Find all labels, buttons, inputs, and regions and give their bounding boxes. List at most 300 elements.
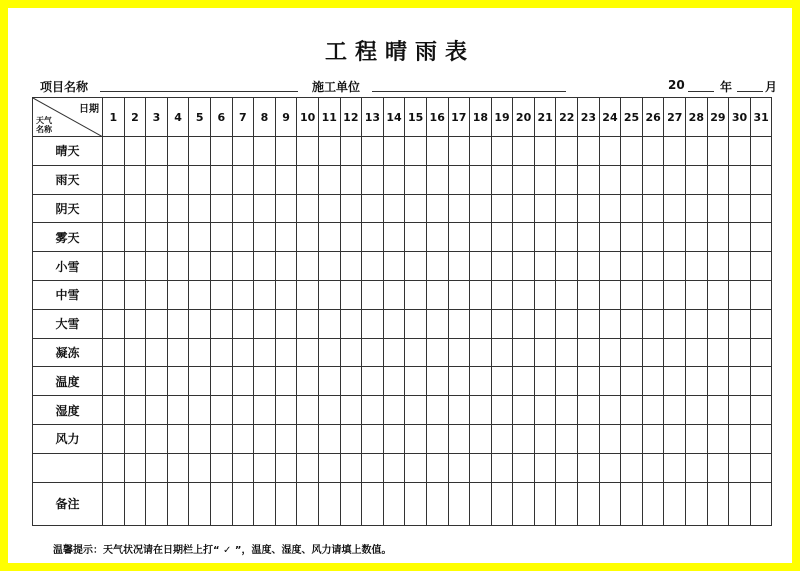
entry-cell[interactable] [254, 252, 276, 281]
entry-cell[interactable] [362, 194, 384, 223]
entry-cell[interactable] [362, 482, 384, 525]
entry-cell[interactable] [146, 194, 168, 223]
entry-cell[interactable] [470, 165, 492, 194]
entry-cell[interactable] [146, 482, 168, 525]
entry-cell[interactable] [491, 367, 513, 396]
entry-cell[interactable] [534, 309, 556, 338]
year-blank[interactable] [688, 91, 714, 92]
entry-cell[interactable] [232, 367, 254, 396]
entry-cell[interactable] [448, 396, 470, 425]
entry-cell[interactable] [448, 194, 470, 223]
entry-cell[interactable] [318, 165, 340, 194]
entry-cell[interactable] [103, 280, 125, 309]
entry-cell[interactable] [491, 482, 513, 525]
entry-cell[interactable] [750, 396, 772, 425]
entry-cell[interactable] [146, 367, 168, 396]
entry-cell[interactable] [686, 453, 708, 482]
entry-cell[interactable] [470, 424, 492, 453]
entry-cell[interactable] [362, 453, 384, 482]
entry-cell[interactable] [297, 280, 319, 309]
entry-cell[interactable] [340, 280, 362, 309]
entry-cell[interactable] [426, 309, 448, 338]
entry-cell[interactable] [189, 252, 211, 281]
entry-cell[interactable] [210, 424, 232, 453]
entry-cell[interactable] [448, 137, 470, 166]
entry-cell[interactable] [707, 367, 729, 396]
entry-cell[interactable] [448, 280, 470, 309]
entry-cell[interactable] [189, 424, 211, 453]
entry-cell[interactable] [167, 165, 189, 194]
entry-cell[interactable] [578, 165, 600, 194]
entry-cell[interactable] [513, 396, 535, 425]
entry-cell[interactable] [405, 424, 427, 453]
entry-cell[interactable] [534, 338, 556, 367]
entry-cell[interactable] [318, 453, 340, 482]
entry-cell[interactable] [318, 309, 340, 338]
entry-cell[interactable] [642, 280, 664, 309]
entry-cell[interactable] [167, 194, 189, 223]
entry-cell[interactable] [167, 252, 189, 281]
entry-cell[interactable] [729, 424, 751, 453]
entry-cell[interactable] [254, 338, 276, 367]
entry-cell[interactable] [232, 165, 254, 194]
entry-cell[interactable] [513, 194, 535, 223]
entry-cell[interactable] [426, 137, 448, 166]
entry-cell[interactable] [448, 453, 470, 482]
entry-cell[interactable] [383, 252, 405, 281]
entry-cell[interactable] [448, 309, 470, 338]
entry-cell[interactable] [448, 338, 470, 367]
entry-cell[interactable] [750, 309, 772, 338]
entry-cell[interactable] [448, 252, 470, 281]
entry-cell[interactable] [491, 338, 513, 367]
entry-cell[interactable] [556, 137, 578, 166]
entry-cell[interactable] [124, 137, 146, 166]
entry-cell[interactable] [275, 338, 297, 367]
entry-cell[interactable] [189, 367, 211, 396]
entry-cell[interactable] [254, 309, 276, 338]
entry-cell[interactable] [426, 252, 448, 281]
entry-cell[interactable] [686, 309, 708, 338]
entry-cell[interactable] [491, 252, 513, 281]
entry-cell[interactable] [146, 424, 168, 453]
entry-cell[interactable] [513, 482, 535, 525]
entry-cell[interactable] [362, 424, 384, 453]
entry-cell[interactable] [642, 165, 664, 194]
entry-cell[interactable] [599, 137, 621, 166]
entry-cell[interactable] [124, 309, 146, 338]
entry-cell[interactable] [686, 165, 708, 194]
entry-cell[interactable] [578, 424, 600, 453]
entry-cell[interactable] [189, 396, 211, 425]
entry-cell[interactable] [103, 309, 125, 338]
entry-cell[interactable] [686, 280, 708, 309]
entry-cell[interactable] [297, 223, 319, 252]
entry-cell[interactable] [318, 338, 340, 367]
entry-cell[interactable] [729, 252, 751, 281]
entry-cell[interactable] [318, 252, 340, 281]
entry-cell[interactable] [210, 453, 232, 482]
entry-cell[interactable] [297, 338, 319, 367]
entry-cell[interactable] [707, 165, 729, 194]
entry-cell[interactable] [664, 482, 686, 525]
entry-cell[interactable] [426, 396, 448, 425]
entry-cell[interactable] [124, 338, 146, 367]
entry-cell[interactable] [750, 424, 772, 453]
entry-cell[interactable] [470, 367, 492, 396]
entry-cell[interactable] [297, 453, 319, 482]
entry-cell[interactable] [405, 396, 427, 425]
entry-cell[interactable] [470, 453, 492, 482]
entry-cell[interactable] [275, 252, 297, 281]
entry-cell[interactable] [707, 280, 729, 309]
month-blank[interactable] [737, 91, 763, 92]
entry-cell[interactable] [556, 165, 578, 194]
entry-cell[interactable] [534, 482, 556, 525]
entry-cell[interactable] [383, 137, 405, 166]
entry-cell[interactable] [146, 396, 168, 425]
entry-cell[interactable] [405, 338, 427, 367]
entry-cell[interactable] [275, 309, 297, 338]
entry-cell[interactable] [210, 482, 232, 525]
entry-cell[interactable] [232, 194, 254, 223]
entry-cell[interactable] [491, 165, 513, 194]
entry-cell[interactable] [232, 338, 254, 367]
entry-cell[interactable] [750, 280, 772, 309]
entry-cell[interactable] [556, 424, 578, 453]
entry-cell[interactable] [426, 338, 448, 367]
entry-cell[interactable] [426, 194, 448, 223]
entry-cell[interactable] [340, 137, 362, 166]
entry-cell[interactable] [383, 223, 405, 252]
entry-cell[interactable] [146, 252, 168, 281]
entry-cell[interactable] [578, 367, 600, 396]
entry-cell[interactable] [340, 252, 362, 281]
entry-cell[interactable] [383, 280, 405, 309]
entry-cell[interactable] [210, 338, 232, 367]
entry-cell[interactable] [642, 309, 664, 338]
entry-cell[interactable] [621, 280, 643, 309]
entry-cell[interactable] [383, 482, 405, 525]
entry-cell[interactable] [254, 367, 276, 396]
entry-cell[interactable] [621, 482, 643, 525]
entry-cell[interactable] [470, 396, 492, 425]
entry-cell[interactable] [275, 453, 297, 482]
entry-cell[interactable] [729, 137, 751, 166]
entry-cell[interactable] [513, 137, 535, 166]
entry-cell[interactable] [750, 338, 772, 367]
entry-cell[interactable] [621, 424, 643, 453]
entry-cell[interactable] [599, 367, 621, 396]
entry-cell[interactable] [210, 252, 232, 281]
entry-cell[interactable] [578, 223, 600, 252]
entry-cell[interactable] [664, 424, 686, 453]
project-name-blank[interactable] [100, 91, 298, 92]
entry-cell[interactable] [275, 165, 297, 194]
entry-cell[interactable] [232, 453, 254, 482]
entry-cell[interactable] [664, 338, 686, 367]
entry-cell[interactable] [232, 252, 254, 281]
entry-cell[interactable] [642, 453, 664, 482]
entry-cell[interactable] [275, 223, 297, 252]
entry-cell[interactable] [254, 396, 276, 425]
entry-cell[interactable] [729, 396, 751, 425]
entry-cell[interactable] [448, 424, 470, 453]
entry-cell[interactable] [707, 309, 729, 338]
entry-cell[interactable] [362, 367, 384, 396]
entry-cell[interactable] [362, 165, 384, 194]
entry-cell[interactable] [167, 137, 189, 166]
entry-cell[interactable] [383, 309, 405, 338]
entry-cell[interactable] [664, 396, 686, 425]
entry-cell[interactable] [189, 309, 211, 338]
entry-cell[interactable] [383, 396, 405, 425]
entry-cell[interactable] [103, 252, 125, 281]
entry-cell[interactable] [599, 165, 621, 194]
entry-cell[interactable] [707, 338, 729, 367]
entry-cell[interactable] [318, 280, 340, 309]
entry-cell[interactable] [124, 396, 146, 425]
entry-cell[interactable] [707, 137, 729, 166]
entry-cell[interactable] [513, 453, 535, 482]
entry-cell[interactable] [210, 165, 232, 194]
entry-cell[interactable] [664, 280, 686, 309]
entry-cell[interactable] [103, 482, 125, 525]
entry-cell[interactable] [556, 338, 578, 367]
entry-cell[interactable] [189, 165, 211, 194]
entry-cell[interactable] [599, 482, 621, 525]
entry-cell[interactable] [297, 252, 319, 281]
entry-cell[interactable] [426, 165, 448, 194]
entry-cell[interactable] [124, 194, 146, 223]
entry-cell[interactable] [750, 453, 772, 482]
entry-cell[interactable] [707, 194, 729, 223]
entry-cell[interactable] [534, 280, 556, 309]
entry-cell[interactable] [599, 396, 621, 425]
entry-cell[interactable] [686, 396, 708, 425]
entry-cell[interactable] [534, 165, 556, 194]
entry-cell[interactable] [729, 280, 751, 309]
entry-cell[interactable] [167, 223, 189, 252]
entry-cell[interactable] [707, 252, 729, 281]
entry-cell[interactable] [297, 424, 319, 453]
entry-cell[interactable] [103, 424, 125, 453]
entry-cell[interactable] [297, 482, 319, 525]
entry-cell[interactable] [362, 396, 384, 425]
entry-cell[interactable] [578, 338, 600, 367]
entry-cell[interactable] [167, 453, 189, 482]
entry-cell[interactable] [621, 165, 643, 194]
entry-cell[interactable] [556, 280, 578, 309]
entry-cell[interactable] [362, 223, 384, 252]
entry-cell[interactable] [254, 482, 276, 525]
entry-cell[interactable] [405, 280, 427, 309]
entry-cell[interactable] [297, 165, 319, 194]
entry-cell[interactable] [232, 309, 254, 338]
entry-cell[interactable] [599, 252, 621, 281]
entry-cell[interactable] [210, 280, 232, 309]
entry-cell[interactable] [189, 280, 211, 309]
entry-cell[interactable] [707, 396, 729, 425]
entry-cell[interactable] [275, 194, 297, 223]
entry-cell[interactable] [383, 338, 405, 367]
entry-cell[interactable] [362, 280, 384, 309]
entry-cell[interactable] [405, 309, 427, 338]
entry-cell[interactable] [146, 223, 168, 252]
entry-cell[interactable] [405, 453, 427, 482]
entry-cell[interactable] [146, 309, 168, 338]
entry-cell[interactable] [750, 252, 772, 281]
entry-cell[interactable] [664, 309, 686, 338]
entry-cell[interactable] [146, 453, 168, 482]
entry-cell[interactable] [340, 396, 362, 425]
entry-cell[interactable] [448, 482, 470, 525]
entry-cell[interactable] [750, 367, 772, 396]
entry-cell[interactable] [513, 424, 535, 453]
entry-cell[interactable] [275, 137, 297, 166]
entry-cell[interactable] [254, 424, 276, 453]
entry-cell[interactable] [405, 367, 427, 396]
entry-cell[interactable] [426, 453, 448, 482]
entry-cell[interactable] [146, 338, 168, 367]
entry-cell[interactable] [686, 424, 708, 453]
entry-cell[interactable] [297, 194, 319, 223]
entry-cell[interactable] [491, 424, 513, 453]
entry-cell[interactable] [210, 223, 232, 252]
entry-cell[interactable] [621, 252, 643, 281]
entry-cell[interactable] [513, 309, 535, 338]
entry-cell[interactable] [340, 165, 362, 194]
entry-cell[interactable] [491, 280, 513, 309]
entry-cell[interactable] [103, 165, 125, 194]
entry-cell[interactable] [729, 367, 751, 396]
entry-cell[interactable] [642, 223, 664, 252]
entry-cell[interactable] [664, 453, 686, 482]
entry-cell[interactable] [599, 223, 621, 252]
entry-cell[interactable] [167, 482, 189, 525]
entry-cell[interactable] [318, 396, 340, 425]
entry-cell[interactable] [146, 137, 168, 166]
entry-cell[interactable] [340, 424, 362, 453]
entry-cell[interactable] [707, 223, 729, 252]
entry-cell[interactable] [534, 137, 556, 166]
entry-cell[interactable] [729, 338, 751, 367]
entry-cell[interactable] [729, 309, 751, 338]
entry-cell[interactable] [750, 194, 772, 223]
entry-cell[interactable] [189, 482, 211, 525]
entry-cell[interactable] [103, 338, 125, 367]
entry-cell[interactable] [534, 223, 556, 252]
entry-cell[interactable] [729, 165, 751, 194]
entry-cell[interactable] [254, 453, 276, 482]
entry-cell[interactable] [103, 396, 125, 425]
entry-cell[interactable] [513, 252, 535, 281]
entry-cell[interactable] [470, 280, 492, 309]
entry-cell[interactable] [103, 137, 125, 166]
entry-cell[interactable] [578, 252, 600, 281]
entry-cell[interactable] [232, 482, 254, 525]
entry-cell[interactable] [448, 223, 470, 252]
entry-cell[interactable] [426, 367, 448, 396]
entry-cell[interactable] [405, 223, 427, 252]
entry-cell[interactable] [491, 223, 513, 252]
entry-cell[interactable] [513, 223, 535, 252]
entry-cell[interactable] [470, 252, 492, 281]
entry-cell[interactable] [189, 137, 211, 166]
entry-cell[interactable] [405, 252, 427, 281]
entry-cell[interactable] [578, 309, 600, 338]
entry-cell[interactable] [470, 338, 492, 367]
entry-cell[interactable] [124, 453, 146, 482]
entry-cell[interactable] [210, 309, 232, 338]
entry-cell[interactable] [578, 194, 600, 223]
entry-cell[interactable] [275, 424, 297, 453]
entry-cell[interactable] [340, 338, 362, 367]
entry-cell[interactable] [642, 338, 664, 367]
entry-cell[interactable] [642, 482, 664, 525]
entry-cell[interactable] [362, 137, 384, 166]
entry-cell[interactable] [297, 396, 319, 425]
entry-cell[interactable] [275, 482, 297, 525]
entry-cell[interactable] [513, 280, 535, 309]
entry-cell[interactable] [254, 137, 276, 166]
entry-cell[interactable] [297, 367, 319, 396]
entry-cell[interactable] [578, 137, 600, 166]
entry-cell[interactable] [491, 194, 513, 223]
entry-cell[interactable] [556, 194, 578, 223]
entry-cell[interactable] [686, 194, 708, 223]
entry-cell[interactable] [189, 194, 211, 223]
entry-cell[interactable] [642, 367, 664, 396]
entry-cell[interactable] [297, 137, 319, 166]
entry-cell[interactable] [167, 396, 189, 425]
entry-cell[interactable] [686, 252, 708, 281]
entry-cell[interactable] [426, 482, 448, 525]
entry-cell[interactable] [750, 223, 772, 252]
entry-cell[interactable] [426, 223, 448, 252]
entry-cell[interactable] [686, 223, 708, 252]
entry-cell[interactable] [426, 280, 448, 309]
entry-cell[interactable] [750, 165, 772, 194]
entry-cell[interactable] [318, 223, 340, 252]
entry-cell[interactable] [383, 367, 405, 396]
entry-cell[interactable] [556, 482, 578, 525]
entry-cell[interactable] [599, 194, 621, 223]
entry-cell[interactable] [642, 194, 664, 223]
entry-cell[interactable] [491, 309, 513, 338]
entry-cell[interactable] [362, 252, 384, 281]
entry-cell[interactable] [362, 338, 384, 367]
construction-unit-blank[interactable] [372, 91, 566, 92]
entry-cell[interactable] [275, 367, 297, 396]
entry-cell[interactable] [318, 367, 340, 396]
entry-cell[interactable] [405, 194, 427, 223]
entry-cell[interactable] [729, 453, 751, 482]
entry-cell[interactable] [405, 482, 427, 525]
entry-cell[interactable] [664, 367, 686, 396]
entry-cell[interactable] [124, 223, 146, 252]
entry-cell[interactable] [340, 223, 362, 252]
entry-cell[interactable] [621, 309, 643, 338]
entry-cell[interactable] [232, 280, 254, 309]
entry-cell[interactable] [448, 165, 470, 194]
entry-cell[interactable] [642, 252, 664, 281]
entry-cell[interactable] [103, 367, 125, 396]
entry-cell[interactable] [405, 137, 427, 166]
entry-cell[interactable] [621, 338, 643, 367]
entry-cell[interactable] [318, 194, 340, 223]
entry-cell[interactable] [664, 194, 686, 223]
